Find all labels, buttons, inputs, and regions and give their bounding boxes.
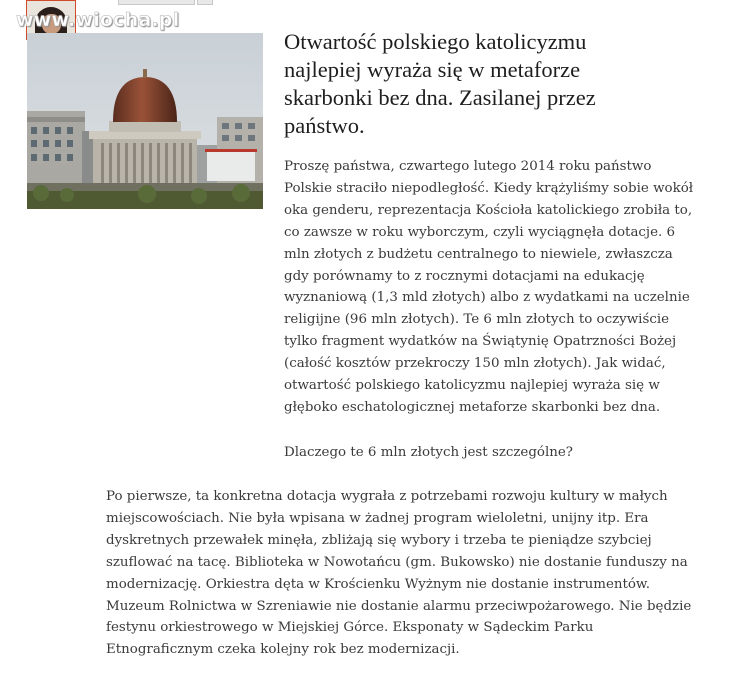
title-line: skarbonki bez dna. Zasilanej przez <box>284 85 596 110</box>
paragraph-line: Dlaczego te 6 mln złotych jest szczególne? <box>284 445 573 460</box>
paragraph-line: Po pierwsze, ta konkretna dotacja wygrała z potrzebami rozwoju kultury w małych <box>106 489 668 504</box>
paragraph-line: gdy porównamy to z rocznymi dotacjami na edukację <box>284 268 645 284</box>
title-line: Otwartość polskiego katolicyzmu <box>284 29 587 54</box>
paragraph-line: mln złotych z budżetu centralnego to niewiele, zwłaszcza <box>284 246 673 262</box>
top-toolbar-small-button[interactable] <box>197 0 213 5</box>
paragraph-line: tylko fragment wydatków na Świątynię Opatrzności Bożej <box>284 334 677 350</box>
paragraph-line: modernizację. Orkiestra dęta w Krościenku Wyżnym nie dostanie instrumentów. <box>106 576 651 592</box>
title-line: najlepiej wyraża się w metaforze <box>284 57 581 82</box>
article-paragraph-1 <box>284 156 716 419</box>
paragraph-line: co zawsze w roku wyborczym, czyli wyciągnęła dotacje. 6 <box>284 224 676 240</box>
paragraph-line: miejscowościach. Nie była wpisana w żadnej program wieloletni, unijny itp. Era <box>106 510 649 526</box>
paragraph-line: głęboko eschatologicznej metaforze skarbonki bez dna. <box>284 399 661 415</box>
article-paragraph-2 <box>284 442 716 464</box>
article-title <box>284 28 704 140</box>
temple-photo <box>27 33 263 209</box>
paragraph-line: (całość kosztów przekroczy 150 mln złotych). Jak widać, <box>284 356 666 372</box>
paragraph-line: szuflować na tacę. Biblioteka w Nowotańcu (gm. Bukowsko) nie dostanie funduszy na <box>106 554 688 570</box>
paragraph-line: wyznaniową (1,3 mld złotych) albo z wydatkami na uczelnie <box>284 290 690 306</box>
site-watermark: www.wiocha.pl <box>16 9 180 31</box>
paragraph-line: Etnograficznym czeka kolejny rok bez modernizacji. <box>106 642 460 658</box>
temple-photo-illustration <box>27 33 263 209</box>
paragraph-line: Polskie straciło niepodległość. Kiedy krążyliśmy sobie wokół <box>284 180 694 196</box>
paragraph-line: oka genderu, reprezentacja Kościoła katolickiego zrobiła to, <box>284 202 693 218</box>
article-paragraph-3 <box>106 486 718 661</box>
paragraph-line: Muzeum Rolnictwa w Szreniawie nie dostanie alarmu przeciwpożarowego. Nie będzie <box>106 598 692 614</box>
paragraph-line: dyskretnych przewałek minęła, zbliżają się wybory i trzeba te pieniądze szybciej <box>106 532 652 548</box>
paragraph-line: religijne (96 mln złotych). Te 6 mln złotych to oczywiście <box>284 312 670 328</box>
paragraph-line: Proszę państwa, czwartego lutego 2014 roku państwo <box>284 159 652 174</box>
title-line: państwo. <box>284 113 365 138</box>
paragraph-line: festynu orkiestrowego w Miejskiej Górce. Eksponaty w Sądeckim Parku <box>106 620 594 636</box>
paragraph-line: otwartość polskiego katolicyzmu najlepiej wyraża się w <box>284 378 660 394</box>
top-toolbar-button[interactable] <box>118 0 195 5</box>
